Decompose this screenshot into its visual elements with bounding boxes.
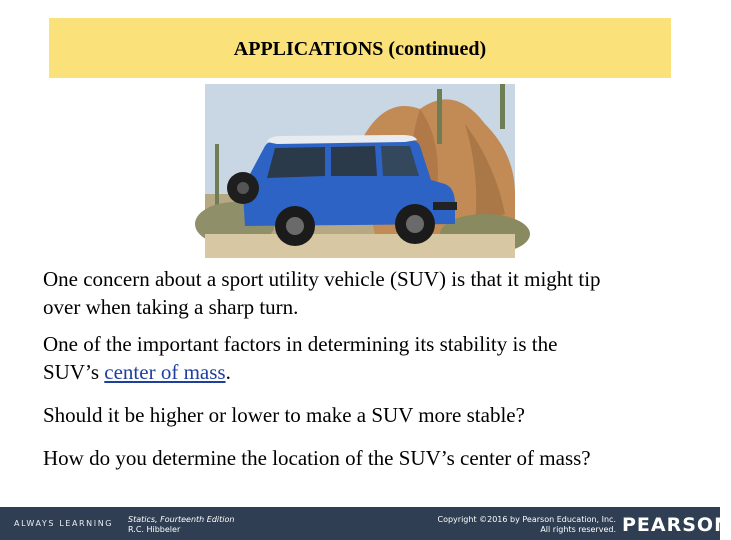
paragraph-line: One of the important factors in determining its stability is the (43, 332, 558, 356)
book-author: R.C. Hibbeler (128, 525, 181, 534)
center-of-mass-link[interactable]: center of mass (104, 360, 226, 384)
paragraph-tip-concern (43, 265, 601, 321)
text-fragment: SUV’s (43, 360, 105, 384)
always-learning-tagline: ALWAYS LEARNING (14, 519, 114, 528)
pearson-logo: PEARSON (622, 514, 731, 536)
rights-line: All rights reserved. (540, 525, 616, 534)
suv-photo (205, 84, 515, 258)
paragraph-stability (43, 330, 557, 386)
book-title: Statics, Fourteenth Edition (128, 515, 235, 524)
question-higher-lower: Should it be higher or lower to make a SUV more stable? (43, 403, 525, 427)
paragraph-line: One concern about a sport utility vehicle (SUV) is that it might tip (43, 267, 601, 291)
suv-illustration (205, 84, 515, 258)
copyright-notice (437, 515, 616, 535)
slide-footer (0, 507, 731, 540)
title-banner (49, 18, 671, 78)
paragraph-line (43, 358, 557, 386)
text-fragment: . (225, 360, 231, 384)
question-determine-location: How do you determine the location of the SUV’s center of mass? (43, 446, 591, 470)
copyright-line: Copyright ©2016 by Pearson Education, Inc. (437, 515, 616, 524)
slide-title: APPLICATIONS (continued) (233, 38, 487, 60)
book-info (128, 515, 234, 535)
paragraph-line: over when taking a sharp turn. (43, 295, 299, 319)
